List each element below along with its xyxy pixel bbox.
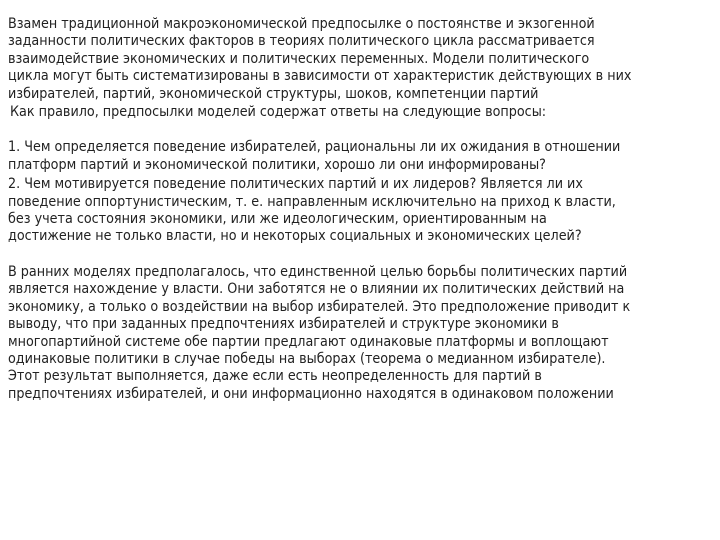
text-line: одинаковые политики в случае победы на выборах (теорема о медианном избирателе). <box>8 350 606 367</box>
text-line: Этот результат выполняется, даже если есть неопределенность для партий в <box>8 368 542 385</box>
early-models-paragraph <box>8 264 710 403</box>
text-line: 2. Чем мотивируется поведение политических партий и их лидеров? Является ли их <box>8 176 583 193</box>
question-1 <box>8 139 710 174</box>
question-2 <box>8 176 710 246</box>
text-line: взаимодействие экономических и политических переменных. Модели политического <box>8 50 590 67</box>
text-line: является нахождение у власти. Они заботятся не о влиянии их политических действий на <box>8 281 625 298</box>
text-line: без учета состояния экономики, или же идеологическим, ориентированным на <box>8 211 547 228</box>
text-line: выводу, что при заданных предпочтениях избирателей и структуре экономики в <box>8 316 559 333</box>
questions-lead-in <box>8 104 710 121</box>
text-line: цикла могут быть систематизированы в зависимости от характеристик действующих в них <box>8 68 632 85</box>
text-line: избирателей, партий, экономической структуры, шоков, компетенции партий <box>8 85 539 102</box>
intro-paragraph <box>8 16 710 103</box>
text-line: предпочтениях избирателей, и они информационно находятся в одинаковом положении <box>8 385 614 402</box>
text-line: достижение не только власти, но и некоторых социальных и экономических целей? <box>8 228 582 245</box>
text-line: В ранних моделях предполагалось, что единственной целью борьбы политических партий <box>8 263 628 280</box>
text-line: Взамен традиционной макроэкономической предпосылке о постоянстве и экзогенной <box>8 16 595 32</box>
questions-list <box>8 139 710 245</box>
text-line: многопартийной системе обе партии предлагают одинаковые платформы и воплощают <box>8 333 609 350</box>
text-line: 1. Чем определяется поведение избирателей, рациональны ли их ожидания в отношении <box>8 139 621 156</box>
text-line: поведение оппортунистическим, т. е. направленным исключительно на приход к власти, <box>8 193 616 210</box>
text-line: платформ партий и экономической политики, хорошо ли они информированы? <box>8 156 546 173</box>
text-line: Как правило, предпосылки моделей содержат ответы на следующие вопросы: <box>10 104 547 121</box>
text-line: экономику, а только о воздействии на выбор избирателей. Это предположение приводит к <box>8 298 631 315</box>
text-line: заданности политических факторов в теориях политического цикла рассматривается <box>8 33 595 50</box>
